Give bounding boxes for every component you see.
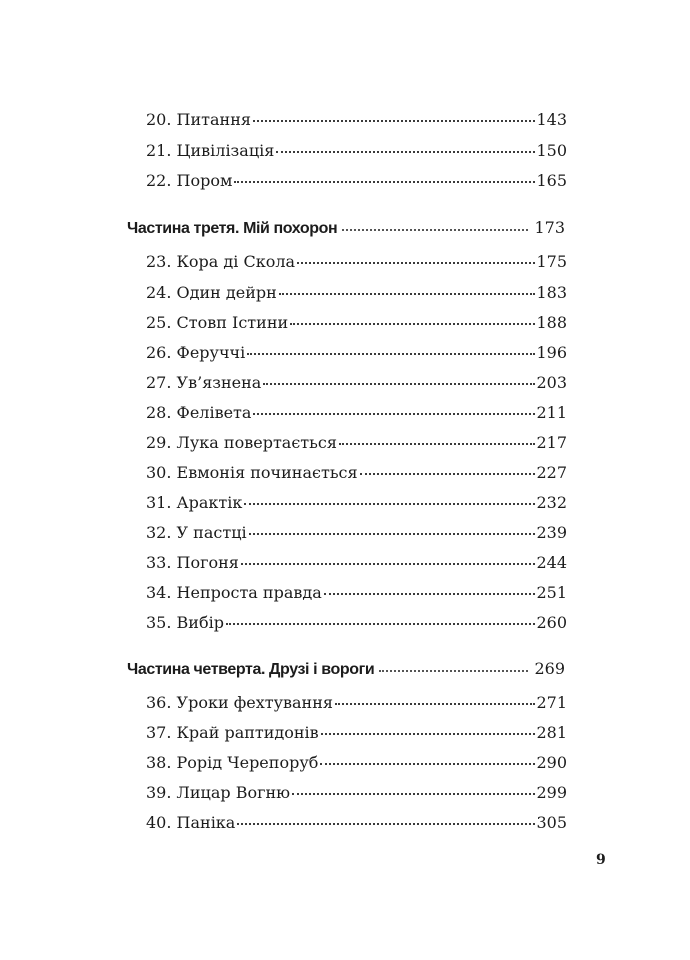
chapter-title: 33. Погоня [146, 553, 239, 572]
chapter-title: 23. Кора ді Скола [146, 252, 296, 271]
dot-leader [342, 229, 528, 231]
chapter-title: 39. Лицар Вогню [146, 783, 291, 802]
toc-entry [146, 463, 567, 482]
page-reference: 211 [536, 403, 567, 422]
page-reference: 290 [536, 753, 567, 772]
chapter-title: 22. Пором [146, 171, 233, 190]
page-reference: 188 [536, 313, 567, 332]
chapter-title: 37. Край раптидонів [146, 723, 319, 742]
dot-leader [253, 413, 535, 415]
chapter-title: 34. Непроста правда [146, 583, 322, 602]
toc-entry [146, 613, 567, 632]
dot-leader [335, 703, 535, 705]
page-reference: 269 [534, 659, 565, 678]
page-reference: 281 [536, 723, 567, 742]
page-reference: 227 [536, 463, 567, 482]
chapter-title: 32. У пастці [146, 523, 247, 542]
dot-leader [241, 563, 536, 565]
chapter-title: 31. Арактік [146, 493, 243, 512]
toc-entry [146, 813, 567, 832]
toc-entry [146, 110, 567, 129]
page-reference: 232 [536, 493, 567, 512]
toc-entry [146, 583, 567, 602]
page-reference: 165 [536, 171, 567, 190]
page-reference: 271 [536, 693, 567, 712]
chapter-title: 38. Рорід Черепоруб [146, 753, 319, 772]
toc-entry [146, 373, 567, 392]
chapter-title: 26. Феруччі [146, 343, 246, 362]
toc-entry [146, 343, 567, 362]
page-reference: 150 [536, 141, 567, 160]
toc-entry [146, 403, 567, 422]
toc-entry [146, 553, 567, 572]
page-reference: 173 [534, 218, 565, 237]
dot-leader [279, 293, 536, 295]
dot-leader [263, 383, 535, 385]
dot-leader [379, 670, 528, 672]
toc-part-heading [127, 218, 565, 238]
page-reference: 203 [536, 373, 567, 392]
dot-leader [290, 323, 535, 325]
page-reference: 239 [536, 523, 567, 542]
toc-entry [146, 693, 567, 712]
dot-leader [237, 823, 535, 825]
chapter-title: 30. Евмонія починається [146, 463, 358, 482]
toc-entry [146, 523, 567, 542]
dot-leader [321, 733, 536, 735]
dot-leader [244, 503, 535, 505]
chapter-title: 35. Вибір [146, 613, 224, 632]
page-reference: 299 [536, 783, 567, 802]
toc-entry [146, 252, 567, 271]
toc-entry [146, 313, 567, 332]
toc-entry [146, 753, 567, 772]
page-reference: 217 [536, 433, 567, 452]
dot-leader [292, 793, 535, 795]
toc-entry [146, 493, 567, 512]
toc-entry [146, 171, 567, 190]
toc-entry [146, 141, 567, 160]
page-reference: 143 [536, 110, 567, 129]
toc-entry [146, 283, 567, 302]
part-title: Частина четверта. Друзі і вороги [127, 661, 375, 678]
dot-leader [276, 151, 535, 153]
page-reference: 183 [536, 283, 567, 302]
page-reference: 260 [536, 613, 567, 632]
chapter-title: 21. Цивілізація [146, 141, 275, 160]
dot-leader [324, 593, 536, 595]
dot-leader [297, 262, 535, 264]
page-number: 9 [596, 852, 606, 868]
toc-entry [146, 723, 567, 742]
chapter-title: 20. Питання [146, 110, 251, 129]
dot-leader [360, 473, 536, 475]
page-reference: 251 [536, 583, 567, 602]
chapter-title: 40. Паніка [146, 813, 236, 832]
dot-leader [320, 763, 535, 765]
chapter-title: 25. Стовп Істини [146, 313, 289, 332]
toc-entry [146, 433, 567, 452]
page-reference: 305 [536, 813, 567, 832]
page-reference: 244 [536, 553, 567, 572]
chapter-title: 24. Один дейрн [146, 283, 277, 302]
chapter-title: 27. Ув’язнена [146, 373, 262, 392]
part-title: Частина третя. Мій похорон [127, 220, 338, 237]
chapter-title: 28. Фелівета [146, 403, 252, 422]
toc-part-heading [127, 659, 565, 679]
page-reference: 196 [536, 343, 567, 362]
dot-leader [253, 120, 535, 122]
toc-entry [146, 783, 567, 802]
chapter-title: 29. Лука повертається [146, 433, 337, 452]
dot-leader [249, 533, 536, 535]
page-reference: 175 [536, 252, 567, 271]
dot-leader [247, 353, 535, 355]
chapter-title: 36. Уроки фехтування [146, 693, 333, 712]
dot-leader [226, 623, 536, 625]
dot-leader [339, 443, 536, 445]
dot-leader [234, 181, 535, 183]
